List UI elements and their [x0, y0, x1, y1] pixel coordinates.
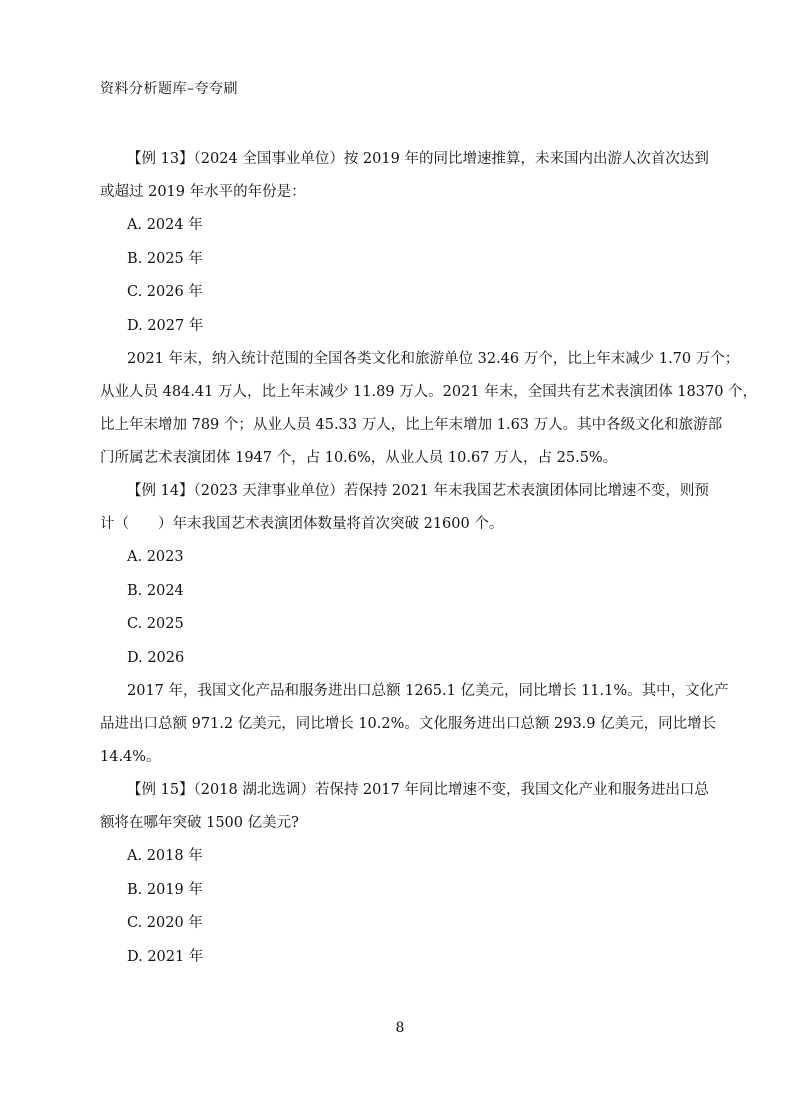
- question-14-stem-line-2: 计（ ）年末我国艺术表演团体数量将首次突破 21600 个。: [100, 516, 504, 532]
- question-15-option-c: C. 2020 年: [127, 915, 203, 931]
- material-3-line-3: 14.4%。: [100, 749, 161, 765]
- document-header: 资料分析题库–夸夸刷: [100, 81, 238, 97]
- question-13-option-b: B. 2025 年: [127, 250, 203, 267]
- material-3-line-1: 2017 年，我国文化产品和服务进出口总额 1265.1 亿美元，同比增长 11.1%。其中，文化产: [127, 683, 729, 699]
- question-15-stem-line-1: 【例 15】（2018 湖北选调）若保持 2017 年同比增速不变，我国文化产业和服务进出口总: [127, 782, 709, 798]
- question-14-stem-line-1: 【例 14】（2023 天津事业单位）若保持 2021 年末我国艺术表演团体同比增速不变，则预: [127, 483, 709, 499]
- material-2-line-3: 比上年末增加 789 个；从业人员 45.33 万人，比上年末增加 1.63 万人。其中各级文化和旅游部: [100, 417, 723, 433]
- material-2-line-1: 2021 年末，纳入统计范围的全国各类文化和旅游单位 32.46 万个，比上年末减少 1.70 万个；: [127, 351, 740, 367]
- page-number: 8: [395, 1020, 405, 1036]
- question-15-option-a: A. 2018 年: [127, 848, 203, 864]
- question-14: [100, 475, 709, 675]
- question-15-option-d: D. 2021 年: [127, 948, 204, 965]
- question-15-stem-line-2: 额将在哪年突破 1500 亿美元?: [100, 815, 299, 831]
- document-body: [100, 143, 758, 974]
- question-14-option-b: B. 2024: [127, 582, 184, 599]
- material-paragraph-trade: [100, 675, 729, 774]
- material-2-line-4: 门所属艺术表演团体 1947 个，占 10.6%，从业人员 10.67 万人，占 25.5%。: [100, 450, 618, 466]
- question-13-stem-line-2: 或超过 2019 年水平的年份是：: [100, 184, 306, 200]
- material-2-line-2: 从业人员 484.41 万人，比上年末减少 11.89 万人。2021 年末，全国共有艺术表演团体 18370 个，: [100, 384, 758, 400]
- question-14-option-a: A. 2023: [127, 549, 184, 565]
- question-13-stem-line-1: 【例 13】（2024 全国事业单位）按 2019 年的同比增速推算，未来国内出游人次首次达到: [127, 151, 709, 167]
- question-14-option-c: C. 2025: [127, 616, 184, 632]
- material-3-line-2: 品进出口总额 971.2 亿美元，同比增长 10.2%。文化服务进出口总额 293.9 亿美元，同比增长: [100, 716, 717, 732]
- question-13-option-d: D. 2027 年: [127, 317, 204, 334]
- question-14-option-d: D. 2026: [127, 649, 185, 666]
- question-13-option-c: C. 2026 年: [127, 284, 203, 300]
- material-paragraph-culture-units: [100, 343, 758, 475]
- question-15-option-b: B. 2019 年: [127, 881, 203, 898]
- question-15: [100, 774, 709, 974]
- question-13: [100, 143, 709, 343]
- question-13-option-a: A. 2024 年: [127, 217, 203, 233]
